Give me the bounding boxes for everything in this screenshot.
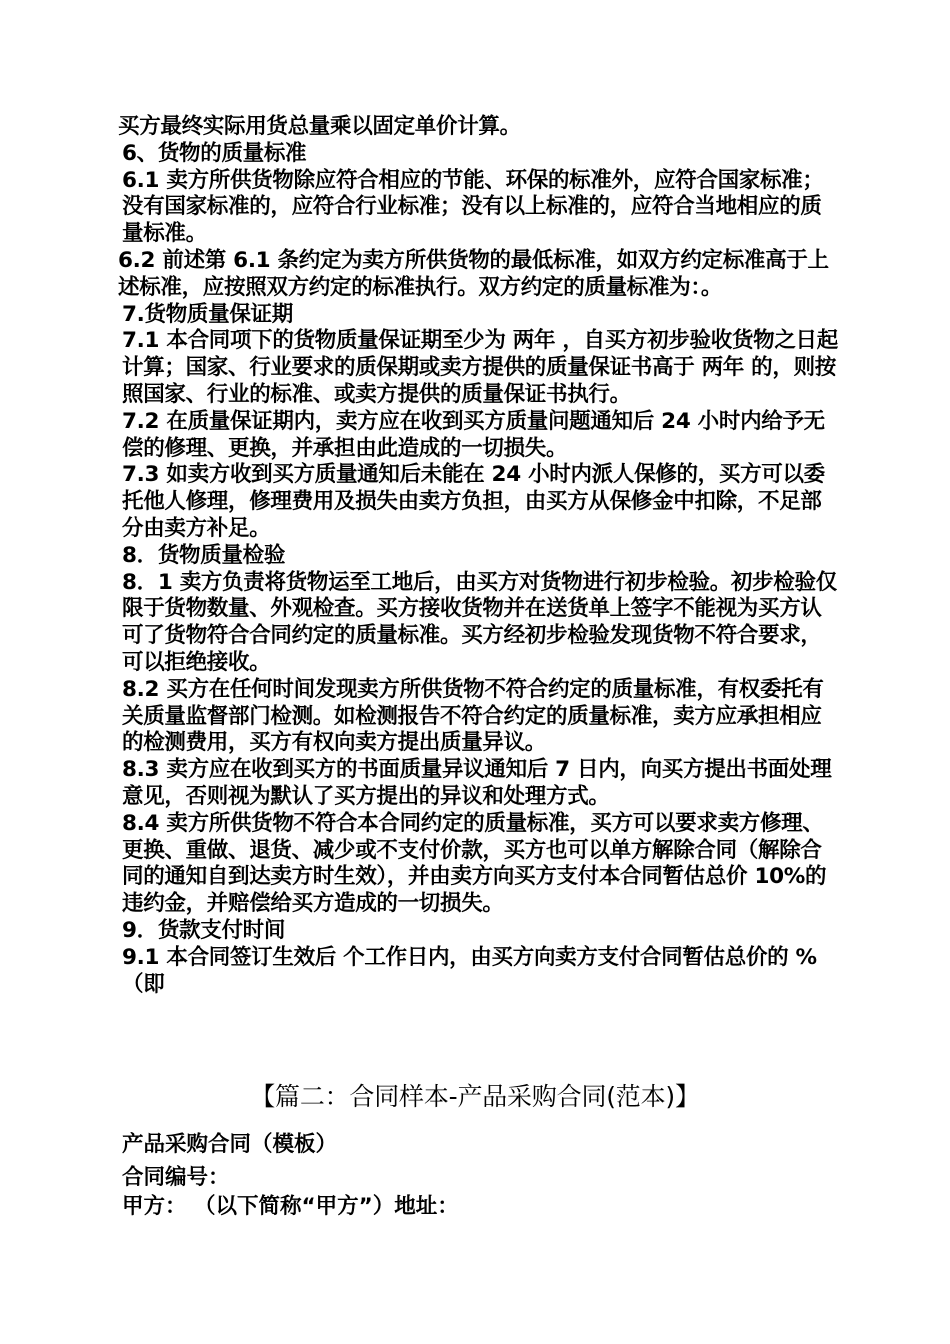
paragraph: 8.2 买方在任何时间发现卖方所供货物不符合约定的质量标准，有权委托有关质量监督部门检测。如检测报告不符合约定的质量标准，卖方应承担相应的检测费用，买方有权向卖方提出质量异议。 [122,676,824,756]
paragraph: 7.2 在质量保证期内，卖方应在收到买方质量问题通知后 24 小时内给予无偿的修理、更换，并承担由此造成的一切损失。 [122,408,825,461]
paragraph: 7.1 本合同项下的货物质量保证期至少为 两年 ，自买方初步验收货物之日起计算；国家、行业要求的质保期或卖方提供的质量保证书高于 两年 的，则按照国家、行业的标准、或卖方提供的质量保证书执行。 [122,328,838,407]
section-heading: 9．货款支付时间 [122,917,286,943]
paragraph: 8.4 卖方所供货物不符合本合同约定的质量标准，买方可以要求卖方修理、更换、重做、退货、减少或不支付价款，买方也可以单方解除合同（解除合同的通知自到达卖方时生效），并由卖方向买方支付本合同暂估总价 10%的违约金，并赔偿给买方造成的一切损失。 [122,810,827,917]
paragraph: 6.1 卖方所供货物除应符合相应的节能、环保的标准外，应符合国家标准；没有国家标准的，应符合行业标准；没有以上标准的，应符合当地相应的质量标准。 [122,167,824,247]
paragraph: 7.3 如卖方收到买方质量通知后未能在 24 小时内派人保修的，买方可以委托他人修理，修理费用及损失由卖方负担，由买方从保修金中扣除，不足部分由卖方补足。 [122,462,825,541]
section-heading: 7.货物质量保证期 [122,301,293,327]
contract-template-header [122,1130,822,1221]
party-a-line: 甲方： （以下简称“甲方”）地址： [122,1194,459,1219]
paragraph: 9.1 本合同签订生效后 个工作日内，由买方向卖方支付合同暂估总价的 % （即 [122,944,817,997]
paragraph: 8．1 卖方负责将货物运至工地后，由买方对货物进行初步检验。初步检验仅限于货物数量、外观检查。买方接收货物并在送货单上签字不能视为买方认可了货物符合合同约定的质量标准。买方经初步检验发现货物不符合要求，可以拒绝接收。 [122,569,837,675]
document-title: 产品采购合同（模板） [122,1132,338,1157]
contract-number-line: 合同编号： [122,1165,230,1190]
section-heading: 8．货物质量检验 [122,542,286,568]
section-heading: 6、货物的质量标准 [122,140,307,166]
paragraph: 买方最终实际用货总量乘以固定单价计算。 [118,114,521,139]
paragraph: 6.2 前述第 6.1 条约定为卖方所供货物的最低标准，如双方约定标准高于上述标准，应按照双方约定的标准执行。双方约定的质量标准为：。 [118,247,829,300]
section-two-title: 【篇二：合同样本-产品采购合同(范本)】 [250,1082,700,1111]
paragraph: 8.3 卖方应在收到买方的书面质量异议通知后 7 日内，向买方提出书面处理意见，否则视为默认了买方提出的异议和处理方式。 [122,757,832,809]
contract-body-text [118,114,840,998]
